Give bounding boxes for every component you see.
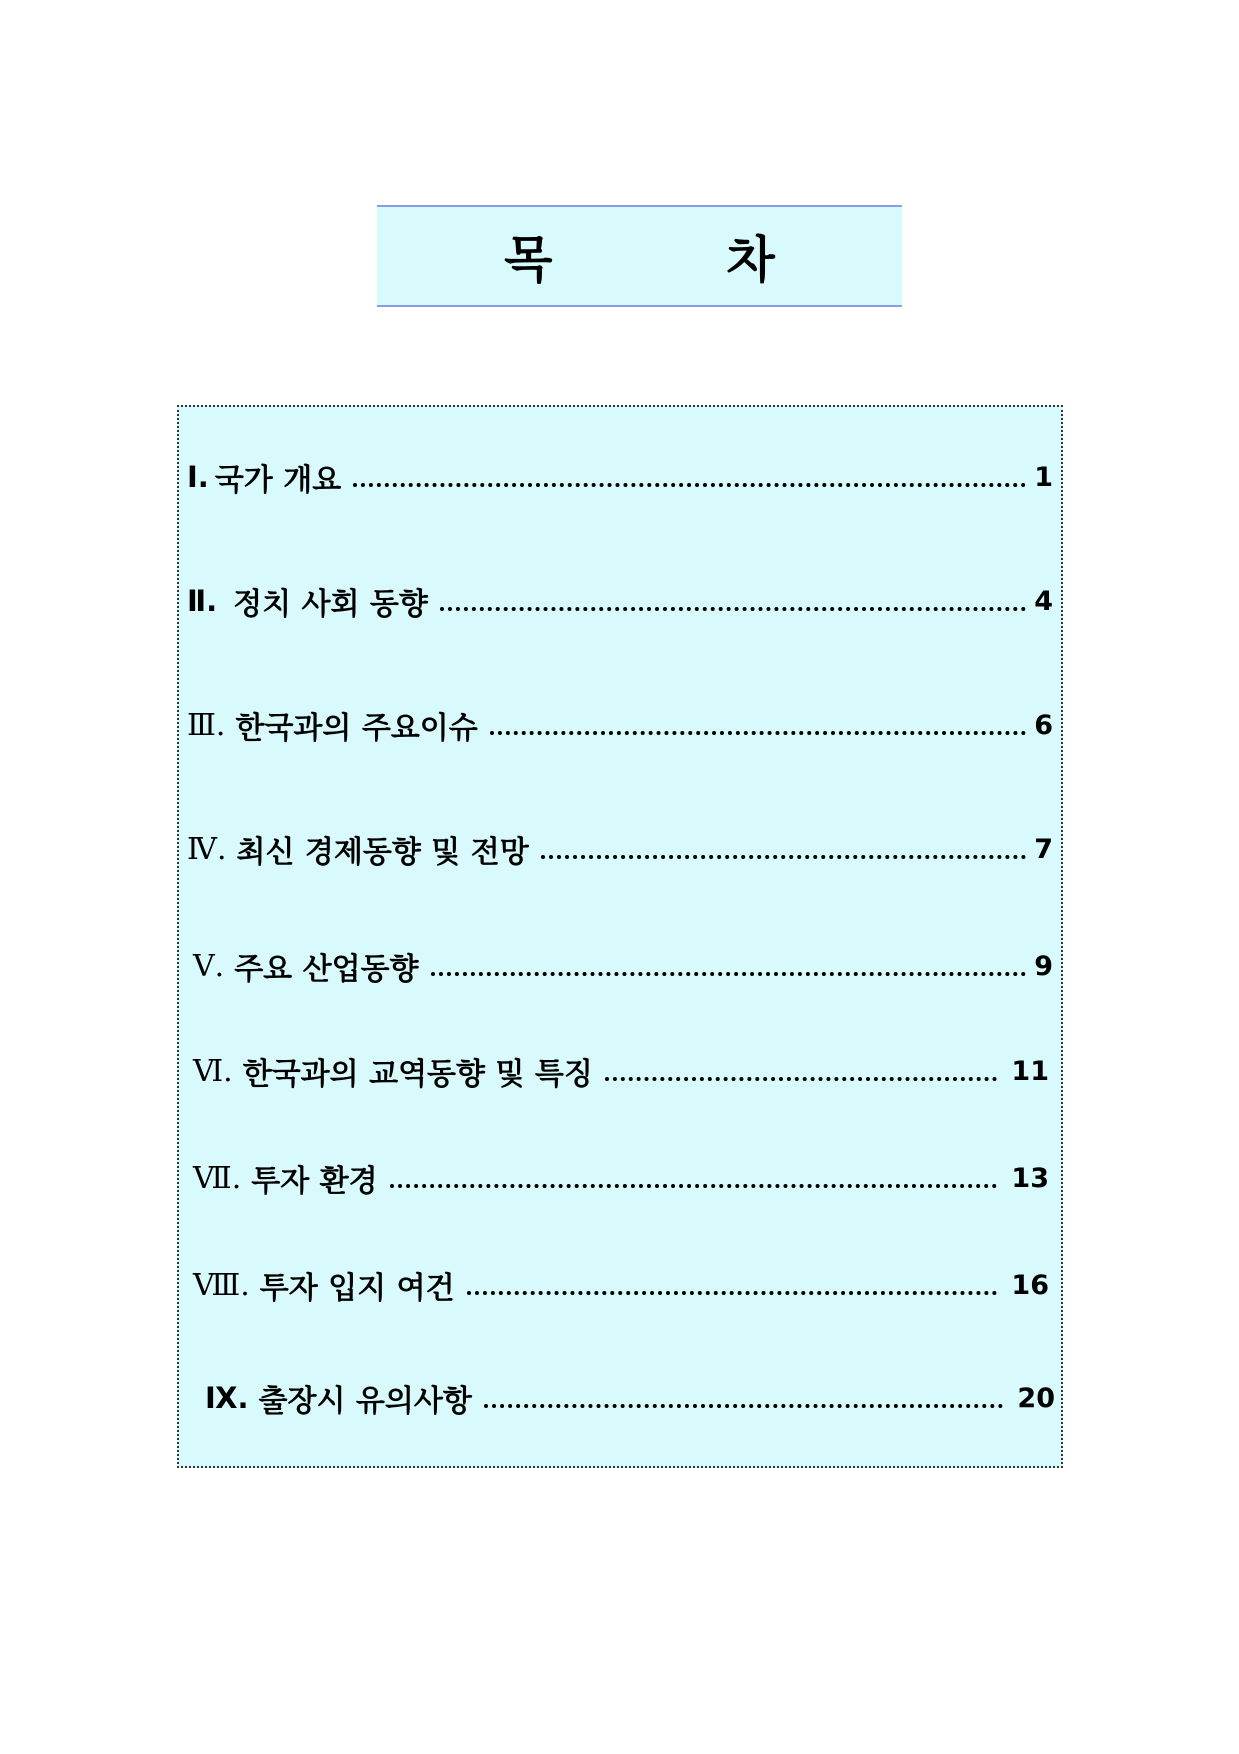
- toc-entry-title: 정치 사회 동향: [233, 587, 428, 622]
- toc-entry-page: 9: [1034, 950, 1053, 982]
- toc-entry-page: 13: [1011, 1162, 1049, 1194]
- toc-entry-page: 6: [1034, 709, 1053, 741]
- toc-entry-title: 주요 산업동향: [234, 952, 419, 987]
- toc-entry-number: Ⅵ.: [193, 1053, 233, 1089]
- toc-entry-page: 11: [1011, 1055, 1049, 1087]
- toc-entry-title: 한국과의 교역동향 및 특징: [242, 1057, 593, 1092]
- toc-entry-3[interactable]: [179, 703, 1061, 747]
- title-box: [377, 205, 902, 307]
- toc-entry-leader: [490, 731, 1026, 735]
- toc-entry-leader: [484, 1404, 1004, 1408]
- toc-entry-page: 7: [1034, 833, 1053, 865]
- toc-entry-number: Ⅲ.: [187, 707, 226, 743]
- toc-entry-leader: [353, 483, 1026, 487]
- toc-entry-title: 투자 환경: [251, 1164, 378, 1199]
- toc-entry-number: Ⅸ.: [205, 1381, 249, 1415]
- toc-entry-title: 최신 경제동향 및 전망: [236, 835, 529, 870]
- toc-entry-5[interactable]: [179, 944, 1061, 988]
- toc-entry-number: Ⅳ.: [187, 831, 227, 867]
- toc-entry-4[interactable]: [179, 827, 1061, 871]
- toc-entry-9[interactable]: [179, 1376, 1061, 1420]
- toc-entry-title: 국가 개요: [214, 463, 342, 498]
- toc-entry-number: Ⅴ.: [193, 948, 225, 984]
- toc-entry-number: Ⅷ.: [193, 1267, 250, 1303]
- toc-entry-6[interactable]: [179, 1049, 1061, 1093]
- toc-entry-page: 16: [1011, 1269, 1049, 1301]
- table-of-contents: [177, 405, 1063, 1468]
- toc-entry-title: 한국과의 주요이슈: [235, 711, 478, 746]
- toc-entry-2[interactable]: [179, 579, 1061, 623]
- toc-entry-title: 투자 입지 여건: [259, 1271, 455, 1306]
- toc-entry-leader: [605, 1077, 998, 1081]
- toc-entry-leader: [467, 1291, 998, 1295]
- toc-entry-page: 20: [1017, 1382, 1055, 1414]
- toc-entry-number: Ⅱ.: [187, 584, 218, 618]
- toc-entry-8[interactable]: [179, 1263, 1061, 1307]
- page-title: 목 차: [504, 231, 775, 289]
- toc-entry-number: Ⅰ.: [187, 460, 209, 494]
- toc-entry-number: Ⅶ.: [193, 1160, 242, 1196]
- toc-entry-title: 출장시 유의사항: [258, 1384, 472, 1419]
- toc-entry-7[interactable]: [179, 1156, 1061, 1200]
- toc-entry-leader: [390, 1184, 998, 1188]
- toc-entry-leader: [431, 972, 1027, 976]
- toc-entry-page: 4: [1034, 585, 1053, 617]
- toc-entry-1[interactable]: [179, 455, 1061, 499]
- toc-entry-page: 1: [1034, 461, 1053, 493]
- toc-entry-leader: [440, 607, 1026, 611]
- toc-entry-leader: [541, 855, 1027, 859]
